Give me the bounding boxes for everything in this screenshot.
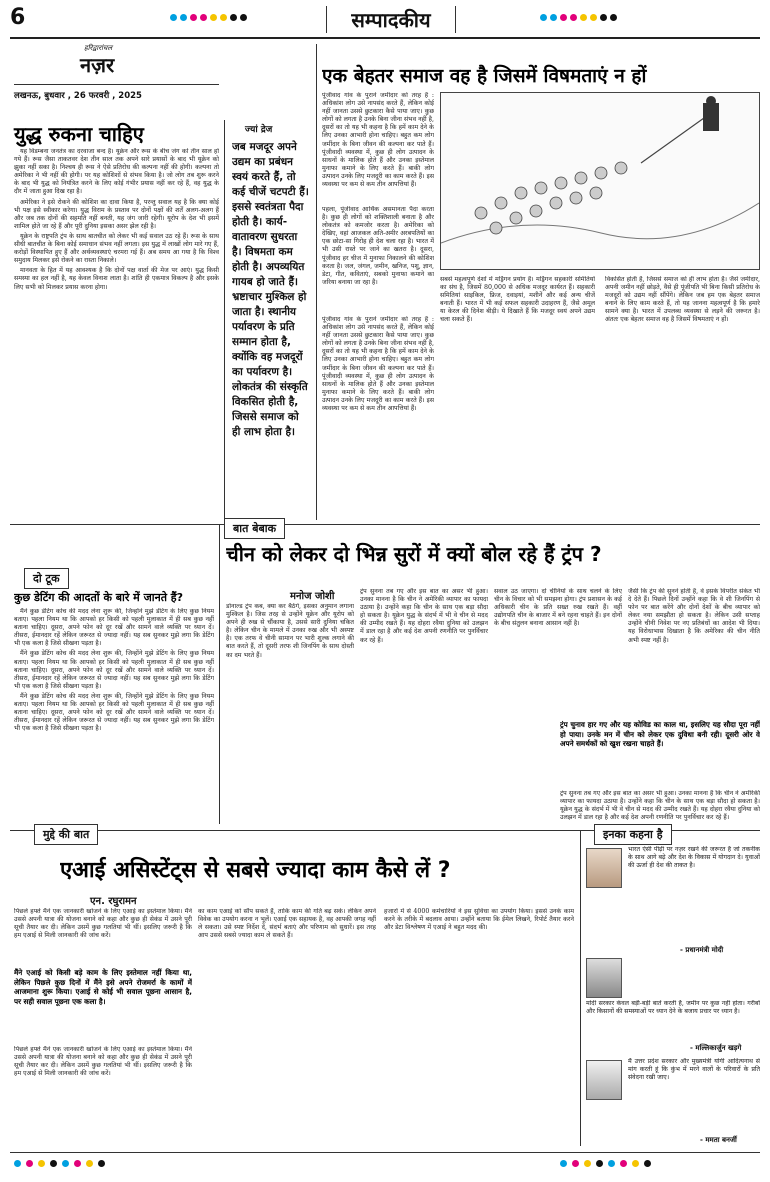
brand-block [14, 44, 219, 114]
lead-col-2b-text: पूंजीवाद गांव के पुराने जमींदार को तरह है : अधिकांश लोग उसे नापसंद करते हैं, लेकिन कोई नहीं जानता उससे छुटकारा कैसे पाया जाए। कुछ लोगों को लगता है उनके बिना जीना संभव नहीं है, दूसरों का तो यह भी कहना है कि हमें काम देने के लिए उनका आभारी होना चाहिए। बहुत कम लोग जमींदार के बिना जीवन की कल्पना कर पाते हैं। पूंजीवादी व्यवस्था में, कुछ ही लोग उत्पादन के साधनों के मालिक होते हैं और उनका इस्तेमाल मुनाफा कमाने के लिए करते हैं। बाकी लोग उत्पादन उनके लिए मजदूरी का काम करते हैं। इस व्यवस्था पर कम से कम तीन आपत्तियां हैं। [322, 316, 434, 413]
quote-3-text: मैं उत्तर प्रदेश सरकार और मुख्यमंत्री योगी आदित्यनाथ से मांग करती हूं कि कुंभ में मरने वालों के परिवारों के प्रति संवेदना रखी जाए। [628, 1058, 760, 1082]
two-tok-label: दो टूक [24, 568, 69, 589]
footer-dots [14, 1160, 105, 1167]
section-title: सम्पादकीय [326, 6, 456, 33]
china-col-1: डोनाल्ड ट्रंप कब, क्या कर बैठेंगे, इसका अनुमान लगाना मुश्किल है। जिस तरह से उन्होंने यूक्रेन और यूरोप को अपने ही रुख से चौंकाया है, उससे सारी दुनिया चकित है। लेकिन चीन के मामले में उनका रुख और भी अस्पष्ट है। एक तरफ वे चीनी सामान पर भारी शुल्क लगाने की बात करते हैं, तो दूसरी तरफ शी जिनपिंग के साथ दोस्ती का दम भरते हैं। [226, 603, 354, 659]
editorial-body [14, 148, 219, 518]
ai-col-1b-text: पिछले हफ्ते मैंने एक जानकारी खोजने के लिए एआई का इस्तेमाल किया। मैंने उससे अपनी यात्रा की योजना बनाने को कहा और कुछ ही सेकंड में उसने पूरी सूची तैयार कर दी। लेकिन उसमें कुछ गलतियां भी थीं। इसलिए जरूरी है कि हम एआई से मिली जानकारी की जांच करें। [14, 1046, 192, 1078]
lead-col-2: पहला, पूंजीवाद आर्थिक असमानता पैदा करता है। कुछ ही लोगों को शक्तिशाली बनाता है और लोकतंत्र को कमजोर करता है। अमेरिका को देखिए, वहां आजकल अति-अमीर अरबपतियों का एक छोटा-सा गिरोह ही देश चला रहा है। भारत में भी उसी रास्ते पर जाने का खतरा है। दूसरा, पूंजीवाद हर चीज में मुनाफा निकालने की कोशिश करता है। जल, जंगल, जमीन, खनिज, पशु, ज्ञान, डेटा, गीत, कविताएं, सबको मुनाफा कमाने का जरिया बनाया जा रहा है। [322, 206, 434, 286]
color-dots-right [540, 14, 617, 21]
ai-col-1b [14, 1046, 192, 1146]
para: मैंने कुछ डेटिंग कोच की मदद लेना शुरू की, जिन्होंने मुझे डेटिंग के लिए कुछ नियम बताए। पहला नियम था कि आपको हर किसी को पहली मुलाकात में ही सब कुछ नहीं बताना चाहिए। दूसरा, अपने फोन को दूर रखें और सामने वाले व्यक्ति पर ध्यान दें। तीसरा, ईमानदार रहें लेकिन जरूरत से ज्यादा नहीं। यह सब सुनकर मुझे लगा कि डेटिंग भी एक कला है जिसे सीखना पड़ता है। [14, 692, 214, 733]
ai-headline: एआई असिस्टेंट्स से सबसे ज्यादा काम कैसे लें ? [60, 858, 451, 883]
editorial-title [14, 120, 144, 147]
color-dots-left [170, 14, 247, 21]
para: मैंने कुछ डेटिंग कोच की मदद लेना शुरू की, जिन्होंने मुझे डेटिंग के लिए कुछ नियम बताए। पहला नियम था कि आपको हर किसी को पहली मुलाकात में ही सब कुछ नहीं बताना चाहिए। दूसरा, अपने फोन को दूर रखें और सामने वाले व्यक्ति पर ध्यान दें। तीसरा, ईमानदार रहें लेकिन जरूरत से ज्यादा नहीं। यह सब सुनकर मुझे लगा कि डेटिंग भी एक कला है जिसे सीखना पड़ता है। [14, 650, 214, 690]
china-col-4: जैसी कि ट्रंप की सुनने होती है, वे इसके विपरीत संकेत भी दे देते हैं। पिछले दिनों उन्होंने कहा कि वे शी जिनपिंग से फोन पर बात करेंगे और दोनों देशों के बीच व्यापार को लेकर नया समझौता हो सकता है। लेकिन उसी सप्ताह उन्होंने चीनी निवेश पर नए प्रतिबंधों का आदेश भी दिया। यह विरोधाभास दिखाता है कि अमेरिका की चीन नीति अभी स्पष्ट नहीं है। [628, 588, 760, 644]
mamata-portrait-icon [586, 1060, 622, 1100]
lead-col-3: सबसे महत्वपूर्ण देशों में मोंड्रैगन प्रयोग है। मोंड्रैगन सहकारी समितियों का संघ है, जिसमें 80,000 से अधिक मजदूर कार्यरत हैं। सहकारी समितियां साइकिल, फ्रिज, दवाइयां, मशीनें और कई अन्य चीजें बनाती हैं। भारत में भी कई सफल सहकारी उदाहरण हैं, जैसे अमूल या केरल की दिनेश बीड़ी। ये दिखाते हैं कि मजदूर स्वयं अपने उद्यम चला सकते हैं। [440, 276, 595, 324]
page-number: 6 [10, 5, 26, 30]
pullquote-text: जब मजदूर अपने उद्यम का प्रबंधन स्वयं करते हैं, तो कई चीजें चटपटी हैं। इससे स्वतंत्रता पैदा होती है। कार्य-वातावरण सुधरता है। विषमता कम होती है। अपव्ययित गायब हो जाते हैं। भ्रष्टाचार मुश्किल हो जाता है। स्थानीय पर्यावरण के प्रति सम्मान होता है, क्योंकि वह मजदूरों का पर्यावरण है। लोकतंत्र की संस्कृति विकसित होती है, जिससे समाज को ही लाभ होता है। [232, 141, 309, 438]
kharge-portrait-icon [586, 958, 622, 998]
lead-col-1: पूंजीवाद गांव के पुराने जमींदार को तरह है : अधिकांश लोग उसे नापसंद करते हैं, लेकिन कोई नहीं जानता उससे छुटकारा कैसे पाया जाए। कुछ लोगों को लगता है उनके बिना जीना संभव नहीं है, दूसरों का तो यह भी कहना है कि हमें काम देने के लिए उनका आभारी होना चाहिए। बहुत कम लोग जमींदार के बिना जीवन की कल्पना कर पाते हैं। पूंजीवादी व्यवस्था में, कुछ ही लोग उत्पादन के साधनों के मालिक होते हैं और उनका इस्तेमाल मुनाफा कमाने के लिए करते हैं। बाकी लोग उत्पादन उनके लिए मजदूरी का काम करते हैं। इस व्यवस्था पर कम से कम तीन आपत्तियां हैं। [322, 92, 434, 189]
quote-3-name: - ममता बनर्जी [700, 1136, 737, 1144]
pullquote-tag: ज्यां द्रेज [245, 125, 273, 135]
quotes-label: इनका कहना है [594, 824, 672, 845]
china-headline: चीन को लेकर दो भिन्न सुरों में क्यों बोल रहे हैं ट्रंप ? [226, 542, 602, 566]
ai-col-2: का काम एआई को सौंप सकते हैं, ताकि काम की गति बढ़ सके। लेकिन अपने विवेक का उपयोग करना न भूलें। एआई एक सहायक है, वह आपकी जगह नहीं ले सकता। उसे स्पष्ट निर्देश दें, संदर्भ बताएं और परिणाम को सुधारें। इस तरह आप उससे सबसे ज्यादा काम ले सकते हैं। [198, 908, 376, 940]
ai-section-tag: मुद्दे की बात [34, 824, 98, 845]
china-col-3: सवाल उठ जाएगा। दो चीनियों के साथ चलने के लिए चीन के विचार को भी समझना होगा। ट्रंप प्रशासन के कई अधिकारी चीन के प्रति सख्त रुख रखते हैं। वहीं उद्योगपति चीन के बाजार में बने रहना चाहते हैं। इन दोनों के बीच संतुलन बनाना आसान नहीं है। [494, 588, 622, 628]
china-col-2: ट्रंप सुनना तब गए और इस बात का असर भी हुआ। उनका मानना है कि चीन ने अमेरिकी व्यापार का फायदा उठाया है। उन्होंने कहा कि चीन के साथ एक बड़ा सौदा हो सकता है। यूक्रेन युद्ध के संदर्भ में भी वे चीन से मदद की उम्मीद रखते हैं। यह दोहरा रवैया दुनिया को उलझन में डाल रहा है और कई देश अपनी रणनीति पर पुनर्विचार कर रहे हैं। [360, 588, 488, 644]
brand-logo: नज़र [80, 53, 115, 77]
china-intro: ट्रंप चुनाव हार गए और यह कोविड का काल था, इसलिए यह सौदा पूरा नहीं हो पाया। उनके मन में चीन को लेकर एक दुविधा बनी रही। दूसरी ओर वे अपने समर्थकों को खुश रखना चाहते हैं। [560, 720, 760, 748]
para: मानवता के हित में यह आवश्यक है कि दोनों पक्ष वार्ता की मेज पर आएं। युद्ध किसी समस्या का हल नहीं है, यह केवल विनाश लाता है। शांति ही एकमात्र विकल्प है और इसके लिए सभी को मिलकर प्रयास करना होगा। [14, 267, 219, 291]
ai-intro: मैंने एआई को किसी बड़े काम के लिए इस्तेमाल नहीं किया था, लेकिन पिछले कुछ दिनों में मैंने इसे अपने रोजमर्रा के कामों में आजमाना शुरू किया। एआई से कोई भी सवाल पूछना आसान है, पर सही सवाल पूछना एक कला है। [14, 968, 192, 1006]
cartoon-illustration [440, 92, 760, 270]
lead-col-4: विकसित होती है, जिससे समाज को ही लाभ होता है। जैसे जमींदार, अपनी जमीन नहीं छोड़ते, वैसे ही पूंजीपति भी बिना किसी प्रतिरोध के मजदूरों को उद्यम नहीं सौंपेंगे। लेकिन जब हम एक बेहतर समाज बनाने के लिए काम करते हैं, तो यह जानना महत्वपूर्ण है कि हमारे सामने क्या है। भारत में उपलब्ध व्यवस्था से लड़ने की जरूरत है। अंततः एक बेहतर समाज वह है जिसमें विषमताएं न हों। [605, 276, 760, 324]
modi-portrait-icon [586, 848, 622, 888]
two-tok-body [14, 608, 214, 824]
header-rule [10, 37, 760, 39]
quote-1-text: भारत ऐसी पीढ़ी पर नज़र रखने की जरूरत है जो तकनीक के साथ आगे बढ़े और देश के विकास में योगदान दे। युवाओं की ऊर्जा ही देश की ताकत है। [628, 846, 760, 870]
china-section-tag: बात बेबाक [224, 518, 285, 539]
lead-col-2b [322, 316, 434, 516]
para: मैंने कुछ डेटिंग कोच की मदद लेना शुरू की, जिन्होंने मुझे डेटिंग के लिए कुछ नियम बताए। पहला नियम था कि आपको हर किसी को पहली मुलाकात में ही सब कुछ नहीं बताना चाहिए। दूसरा, अपने फोन को दूर रखें और सामने वाले व्यक्ति पर ध्यान दें। तीसरा, ईमानदार रहें लेकिन जरूरत से ज्यादा नहीं। यह सब सुनकर मुझे लगा कि डेटिंग भी एक कला है जिसे सीखना पड़ता है। [14, 608, 214, 648]
lead-headline: एक बेहतर समाज वह है जिसमें विषमताएं न हों [322, 65, 647, 87]
ai-col-3: हजारों में से 4000 कर्मचारियों ने इस सुविधा का उपयोग किया। इससे उनके काम करने के तरीके में बदलाव आया। उन्होंने बताया कि ईमेल लिखने, रिपोर्ट तैयार करने और डेटा विश्लेषण में एआई ने बहुत मदद की। [384, 908, 574, 932]
para: अमेरिका ने इसे रोकने की कोशिश का दावा किया है, परन्तु सवाल यह है कि क्या कोई भी पक्ष इसे स्वीकार करेगा। युद्ध विराम के प्रस्ताव पर दोनों पक्षों की शर्तें अलग-अलग हैं और जब तक दोनों की सहमति नहीं बनती, यह जंग जारी रहेगी। यूरोप के देश भी इसमें शामिल होते जा रहे हैं और पूरी दुनिया इसका असर झेल रही है। [14, 198, 219, 230]
para: यह विडम्बना जनतंत्र का दरवाजा बन्द है। यूक्रेन और रूस के बीच जंग को तीन साल हो गये हैं। रूस जैसा ताकतवर देश तीन साल तक अपने सारे प्रयासों के बाद भी यूक्रेन को झुका नहीं सका है। निश्चय ही रूस ने ऐसे प्रतिरोध की कल्पना नहीं की होगी। कल्पना तो अमेरिका ने भी नहीं की होगी। पर यह कोशिशों से संभव किया है। जो लोग तब शुरू करने के बाद भी युद्ध को नियंत्रित करने के लिए कोई गंभीर प्रयास नहीं कर रहे हैं, वह युद्ध के दौर में जाता हुआ दिख रहा है। [14, 148, 219, 196]
quote-1-name: - प्रधानमंत्री मोदी [680, 946, 724, 954]
para: यूक्रेन के राष्ट्रपति ट्रंप के साथ बातचीत को लेकर भी कई सवाल उठ रहे हैं। रूस के साथ सीधी बातचीत के बिना कोई समाधान संभव नहीं लगता। इस युद्ध में लाखों लोग मारे गए हैं, करोड़ों विस्थापित हुए हैं और अर्थव्यवस्थाएं चरमरा गई हैं। अब समय आ गया है कि विश्व समुदाय मिलकर इसे रोकने का रास्ता निकाले। [14, 232, 219, 265]
dateline: लखनऊ, बुधवार , 26 फरवरी , 2025 [14, 91, 142, 101]
china-col-5-text: ट्रंप सुनना तब गए और इस बात का असर भी हुआ। उनका मानना है कि चीन ने अमेरिकी व्यापार का फायदा उठाया है। उन्होंने कहा कि चीन के साथ एक बड़ा सौदा हो सकता है। यूक्रेन युद्ध के संदर्भ में भी वे चीन से मदद की उम्मीद रखते हैं। यह दोहरा रवैया दुनिया को उलझन में डाल रहा है और कई देश अपनी रणनीति पर पुनर्विचार कर रहे हैं। [560, 790, 760, 822]
quote-2-name: - मल्लिकार्जुन खड़गे [690, 1044, 742, 1052]
china-col-5 [560, 790, 760, 824]
two-tok-headline: कुछ डेटिंग की आदतों के बारे में जानते हैं? [14, 591, 184, 604]
footer-dots-right [560, 1160, 651, 1167]
brand-small: हरिद्वारांचल [84, 44, 113, 52]
editorial-headline: युद्ध रुकना चाहिए [14, 122, 144, 146]
ai-author: एन. रघुरामन [90, 896, 137, 907]
china-author: मनोज जोशी [290, 591, 335, 602]
ai-col-1: पिछले हफ्ते मैंने एक जानकारी खोजने के लिए एआई का इस्तेमाल किया। मैंने उससे अपनी यात्रा की योजना बनाने को कहा और कुछ ही सेकंड में उसने पूरी सूची तैयार कर दी। लेकिन उसमें कुछ गलतियां भी थीं। इसलिए जरूरी है कि हम एआई से मिली जानकारी की जांच करें। [14, 908, 192, 940]
quote-2-text: मोदी सरकार केवल बड़ी-बड़ी बातें करती है, जमीन पर कुछ नहीं होता। गरीबों और किसानों की समस्याओं पर ध्यान देने के बजाय प्रचार पर ध्यान है। [586, 1000, 760, 1016]
